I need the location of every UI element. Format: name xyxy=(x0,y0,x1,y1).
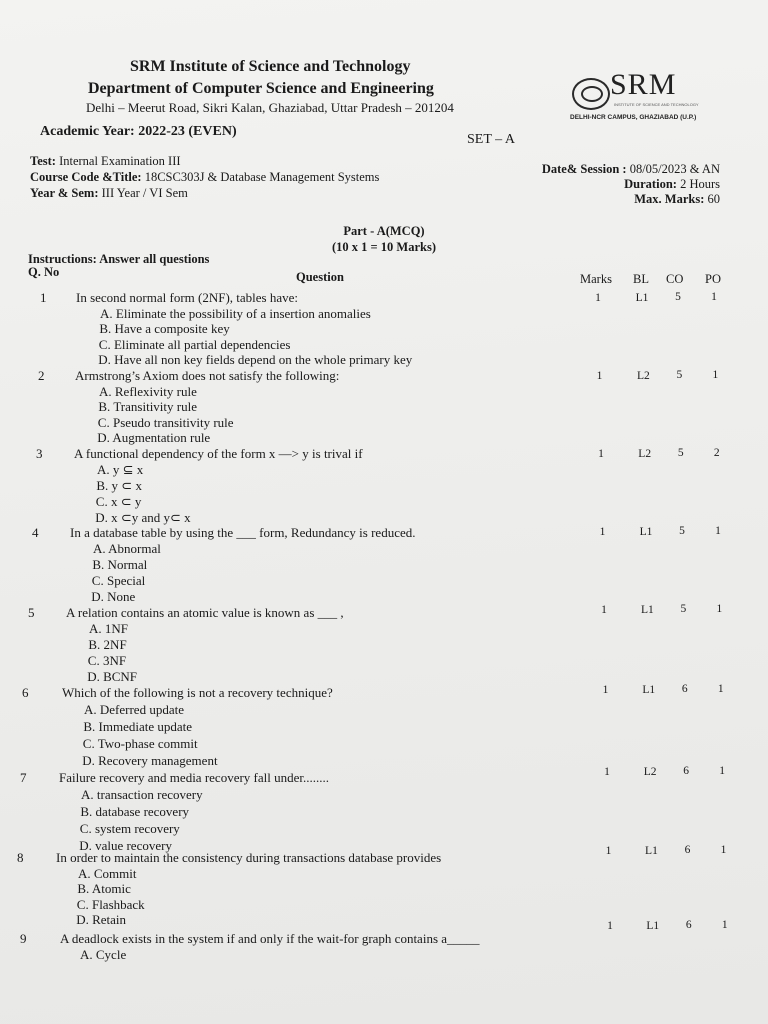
answer-option: A. Cycle xyxy=(80,946,127,962)
answer-option: A. Eliminate the possibility of a insertion anomalies xyxy=(100,305,371,321)
answer-option: D. Have all non key fields depend on the whole primary key xyxy=(98,352,413,367)
question-number: 7 xyxy=(20,770,27,785)
answer-option: A. Reflexivity rule xyxy=(99,383,197,399)
question-text: In order to maintain the consistency during transactions database provides xyxy=(56,850,442,865)
question-text: In a database table by using the ___ form, Redundancy is reduced. xyxy=(70,525,416,540)
question-co: 5 xyxy=(680,603,687,615)
answer-option: C. Eliminate all partial dependencies xyxy=(98,336,291,352)
question-po: 1 xyxy=(720,843,727,856)
question-bl: L1 xyxy=(646,919,660,932)
institution-name: SRM Institute of Science and Technology xyxy=(130,58,411,75)
question-bl: L2 xyxy=(638,447,652,460)
answer-option: C. Special xyxy=(91,573,146,588)
answer-option: C. Flashback xyxy=(76,896,145,912)
logo-text: SRM xyxy=(610,68,677,101)
question-po: 1 xyxy=(716,602,723,615)
question-po: 1 xyxy=(719,764,725,777)
question-co: 6 xyxy=(684,844,691,856)
question-text: A deadlock exists in the system if and only if the wait-for graph contains a_____ xyxy=(60,931,480,946)
question-po: 1 xyxy=(711,290,717,303)
question-co: 6 xyxy=(683,765,689,777)
max-marks-line: Max. Marks: 60 xyxy=(634,192,720,206)
question-co: 5 xyxy=(677,447,684,459)
answer-option: D. Recovery management xyxy=(82,753,218,768)
question-po: 2 xyxy=(713,446,720,459)
question-co: 6 xyxy=(681,683,688,695)
question-co: 6 xyxy=(685,919,692,931)
question-text: Which of the following is not a recovery technique? xyxy=(62,685,333,700)
question-marks: 1 xyxy=(598,448,604,460)
department-name: Department of Computer Science and Engineering xyxy=(88,80,434,97)
question-number: 3 xyxy=(36,446,43,461)
question-bl: L1 xyxy=(645,844,658,857)
answer-option: B. y ⊂ x xyxy=(96,478,142,493)
question-text: A relation contains an atomic value is known as ___ , xyxy=(66,605,344,620)
question-text: A functional dependency of the form x —> y is trival if xyxy=(74,446,363,461)
question-bl: L1 xyxy=(642,683,656,696)
answer-option: C. Two-phase commit xyxy=(82,736,198,751)
question-co: 5 xyxy=(679,525,685,537)
part-title: Part - A(MCQ) xyxy=(343,224,425,238)
question-number: 6 xyxy=(22,685,29,700)
srm-logo xyxy=(566,68,716,128)
academic-year: Academic Year: 2022-23 (EVEN) xyxy=(40,124,237,139)
answer-option: D. Retain xyxy=(76,912,127,927)
question-number: 5 xyxy=(28,605,35,620)
answer-option: C. 3NF xyxy=(87,653,127,668)
question-co: 5 xyxy=(675,291,681,303)
answer-option: D. value recovery xyxy=(79,838,172,853)
answer-option: D. BCNF xyxy=(87,669,138,684)
col-qno: Q. No xyxy=(28,265,60,279)
col-po: PO xyxy=(705,272,721,286)
answer-option: A. Abnormal xyxy=(93,541,161,556)
question-marks: 1 xyxy=(596,370,603,382)
question-marks: 1 xyxy=(604,766,610,778)
question-marks: 1 xyxy=(601,604,607,616)
question-text: Failure recovery and media recovery fall under........ xyxy=(59,770,329,785)
answer-option: D. Augmentation rule xyxy=(97,430,211,445)
question-text: Armstrong’s Axiom does not satisfy the following: xyxy=(75,368,340,383)
srm-emblem-icon xyxy=(572,78,610,110)
question-number: 1 xyxy=(40,290,47,305)
answer-option: A. Commit xyxy=(78,865,137,881)
part-marks: (10 x 1 = 10 Marks) xyxy=(332,240,436,254)
course-line: Course Code &Title: 18CSC303J & Database Management Systems xyxy=(30,170,380,184)
duration-line: Duration: 2 Hours xyxy=(624,177,720,191)
question-number: 4 xyxy=(32,525,39,540)
question-marks: 1 xyxy=(602,684,609,696)
question-po: 1 xyxy=(715,524,721,537)
instructions: Instructions: Answer all questions xyxy=(28,252,210,266)
answer-option: B. Normal xyxy=(92,557,148,572)
question-marks: 1 xyxy=(599,526,606,538)
question-marks: 1 xyxy=(607,920,613,932)
answer-option: B. Transitivity rule xyxy=(98,399,197,414)
set-label: SET – A xyxy=(467,132,515,147)
answer-option: A. y ⊆ x xyxy=(97,462,144,477)
question-co: 5 xyxy=(676,369,683,381)
col-question: Question xyxy=(296,270,344,284)
answer-option: B. 2NF xyxy=(88,637,127,652)
logo-tagline: INSTITUTE OF SCIENCE AND TECHNOLOGY xyxy=(614,102,699,107)
answer-option: D. x ⊂y and y⊂ x xyxy=(95,510,191,525)
question-number: 9 xyxy=(20,931,27,946)
question-po: 1 xyxy=(721,918,728,931)
question-bl: L1 xyxy=(641,603,654,616)
institution-address: Delhi – Meerut Road, Sikri Kalan, Ghaziabad, Uttar Pradesh – 201204 xyxy=(86,100,454,115)
col-co: CO xyxy=(666,272,684,286)
question-number: 8 xyxy=(17,850,24,865)
question-bl: L2 xyxy=(643,765,657,778)
answer-option: D. None xyxy=(91,589,136,604)
answer-option: B. Immediate update xyxy=(83,719,193,734)
answer-option: B. Have a composite key xyxy=(99,321,230,336)
question-bl: L1 xyxy=(639,525,653,538)
question-po: 1 xyxy=(712,368,719,381)
question-number: 2 xyxy=(38,368,45,383)
date-session-line: Date& Session : 08/05/2023 & AN xyxy=(541,162,720,176)
answer-option: B. Atomic xyxy=(77,881,131,896)
answer-option: C. system recovery xyxy=(79,821,180,836)
answer-option: C. Pseudo transitivity rule xyxy=(97,414,234,430)
answer-option: A. transaction recovery xyxy=(81,787,203,802)
year-sem-line: Year & Sem: III Year / VI Sem xyxy=(30,186,188,200)
test-line: Test: Internal Examination III xyxy=(30,154,181,168)
col-marks: Marks xyxy=(580,272,612,286)
question-marks: 1 xyxy=(595,292,601,304)
question-marks: 1 xyxy=(605,845,612,857)
question-po: 1 xyxy=(717,682,724,695)
question-bl: L2 xyxy=(636,369,650,382)
logo-campus: DELHI-NCR CAMPUS, GHAZIABAD (U.P.) xyxy=(570,114,697,121)
answer-option: B. database recovery xyxy=(80,804,190,819)
col-bl: BL xyxy=(633,272,649,286)
question-bl: L1 xyxy=(635,291,649,304)
question-text: In second normal form (2NF), tables have: xyxy=(76,290,299,305)
answer-option: A. Deferred update xyxy=(84,702,184,717)
answer-option: C. x ⊂ y xyxy=(95,494,142,509)
answer-option: A. 1NF xyxy=(89,621,129,636)
